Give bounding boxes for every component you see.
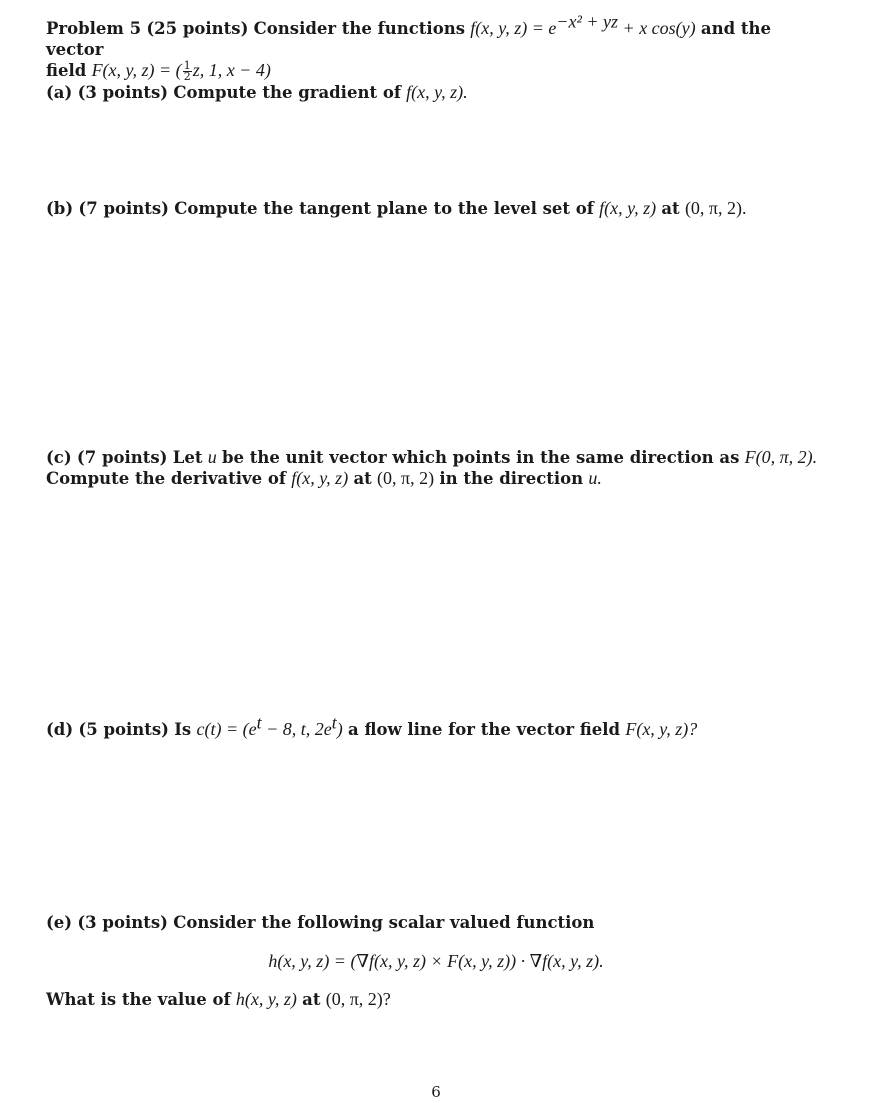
part-d-curve3: ) [336, 719, 343, 739]
part-c-text2: be the unit vector which points in the same direction as [221, 448, 740, 467]
part-b-points: (7 points) [78, 199, 169, 218]
problem-title: Problem 5 [46, 19, 142, 38]
part-d-F: F(x, y, z)? [625, 719, 698, 739]
part-c-text5: in the direction [439, 469, 584, 488]
part-e-points: (3 points) [77, 913, 168, 932]
part-c-text4: at [353, 469, 372, 488]
part-b [46, 198, 826, 219]
part-d-points: (5 points) [78, 720, 169, 739]
part-d-curve2: − 8, t, 2e [261, 719, 332, 739]
part-e-h: h(x, y, z) [235, 989, 297, 1009]
part-c-label: (c) [46, 448, 72, 467]
F-definition-right: z, 1, x − 4) [192, 60, 271, 80]
part-b-label: (b) [46, 199, 74, 218]
part-d-curve: c(t) = (e [196, 719, 257, 739]
part-a-points: (3 points) [77, 83, 169, 102]
part-a-label: (a) [46, 83, 73, 102]
problem-intro: Consider the functions [253, 19, 465, 38]
part-e-text1: Consider the following scalar valued function [173, 913, 595, 932]
and-text: and the vector [46, 19, 771, 59]
field-text: field [46, 61, 87, 80]
part-c-text1: Let [172, 448, 203, 467]
f-exponent: −x² + yz [556, 11, 619, 32]
part-e-text3: at [302, 990, 321, 1009]
part-a-math: f(x, y, z). [406, 82, 468, 102]
page-number: 6 [431, 1083, 441, 1101]
problem-points: (25 points) [146, 19, 249, 38]
part-d-sup2: t [331, 712, 337, 733]
f-definition: f(x, y, z) = e [470, 18, 557, 38]
part-d-text1: Is [174, 720, 192, 739]
part-b-text: Compute the tangent plane to the level set of [174, 199, 594, 218]
part-e-equation: h(x, y, z) = (∇f(x, y, z) × F(x, y, z)) · ∇f(x, y, z). [268, 951, 604, 971]
part-c-point: (0, π, 2) [377, 468, 435, 488]
part-c-F: F(0, π, 2). [744, 447, 818, 467]
part-b-math1: f(x, y, z) [599, 198, 657, 218]
F-definition-left: F(x, y, z) = ( [91, 60, 182, 80]
part-c-points: (7 points) [76, 448, 168, 467]
part-a-text: Compute the gradient of [173, 83, 401, 102]
part-c-f: f(x, y, z) [291, 468, 349, 488]
problem-statement [46, 11, 826, 103]
part-d-text2: a flow line for the vector field [348, 720, 621, 739]
part-b-text2: at [661, 199, 680, 218]
part-d-label: (d) [46, 720, 74, 739]
part-d-sup1: t [256, 712, 262, 733]
part-c-u2: u. [588, 468, 602, 488]
one-half-fraction: $\frac{1}{2}$ [183, 59, 191, 83]
f-definition-rest: + x cos(y) [618, 18, 696, 38]
part-e-text2: What is the value of [46, 990, 231, 1009]
part-d [46, 712, 826, 740]
part-e-label: (e) [46, 913, 73, 932]
part-b-math2: (0, π, 2). [684, 198, 747, 218]
part-e-question [46, 989, 826, 1010]
part-c-text3: Compute the derivative of [46, 469, 286, 488]
part-c-u: u [207, 447, 217, 467]
part-e [46, 912, 826, 933]
part-e-point: (0, π, 2)? [325, 989, 391, 1009]
part-c [46, 447, 826, 489]
